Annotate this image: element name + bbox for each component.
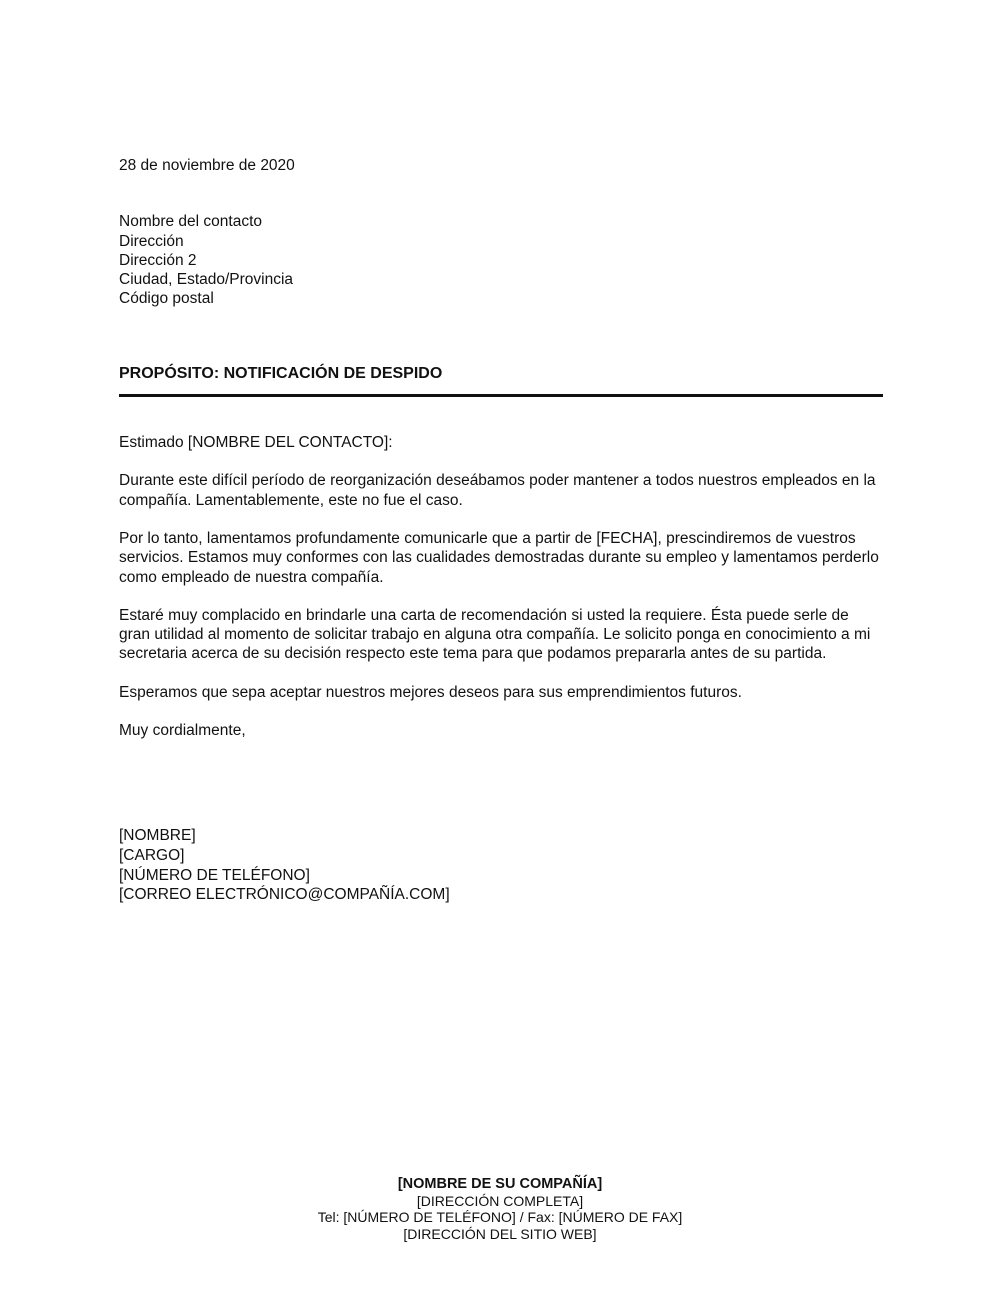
- letter-date: 28 de noviembre de 2020: [119, 157, 295, 174]
- subject-heading: PROPÓSITO: NOTIFICACIÓN DE DESPIDO: [119, 364, 883, 397]
- recipient-address-2: Dirección 2: [119, 251, 197, 269]
- recipient-postal-code: Código postal: [119, 290, 214, 308]
- closing: Muy cordialmente,: [119, 722, 246, 740]
- body-paragraph-4: Esperamos que sepa aceptar nuestros mejores deseos para sus emprendimientos futuros.: [119, 683, 742, 701]
- letter-footer: [0, 1176, 1000, 1242]
- recipient-city-state: Ciudad, Estado/Provincia: [119, 271, 294, 289]
- footer-phone-fax: Tel: [NÚMERO DE TELÉFONO] / Fax: [NÚMERO DE FAX]: [317, 1209, 683, 1225]
- recipient-address-1: Dirección: [119, 232, 184, 250]
- footer-website: [DIRECCIÓN DEL SITIO WEB]: [403, 1225, 597, 1242]
- signature-title: [CARGO]: [119, 846, 185, 864]
- footer-address: [DIRECCIÓN COMPLETA]: [416, 1192, 584, 1209]
- body-paragraph-3: Estaré muy complacido en brindarle una carta de recomendación si usted la requiere. Ésta puede serle de gran utilidad al momento de solicitar trabajo en alguna otra compañía. Le solicito ponga en conocimiento a mi secretaria acerca de su decisión respecto este tema para que podamos prepararla antes de su partida.: [119, 606, 871, 663]
- footer-company-name: [NOMBRE DE SU COMPAÑÍA]: [397, 1176, 603, 1192]
- signature-email: [CORREO ELECTRÓNICO@COMPAÑÍA.COM]: [119, 886, 450, 904]
- signature-phone: [NÚMERO DE TELÉFONO]: [119, 866, 310, 884]
- salutation: Estimado [NOMBRE DEL CONTACTO]:: [119, 434, 393, 452]
- body-paragraph-1: Durante este difícil período de reorganización deseábamos poder mantener a todos nuestros empleados en la compañía. Lamentablemente, este no fue el caso.: [119, 472, 876, 509]
- body-paragraph-2: Por lo tanto, lamentamos profundamente comunicarle que a partir de [FECHA], prescindiremos de vuestros servicios. Estamos muy conformes con las cualidades demostradas durante su empleo y lamentamos perderlo como empleado de nuestra compañía.: [119, 529, 879, 586]
- signature-block: [119, 826, 883, 904]
- signature-name: [NOMBRE]: [119, 827, 196, 845]
- recipient-block: [119, 212, 883, 308]
- recipient-name: Nombre del contacto: [119, 213, 263, 231]
